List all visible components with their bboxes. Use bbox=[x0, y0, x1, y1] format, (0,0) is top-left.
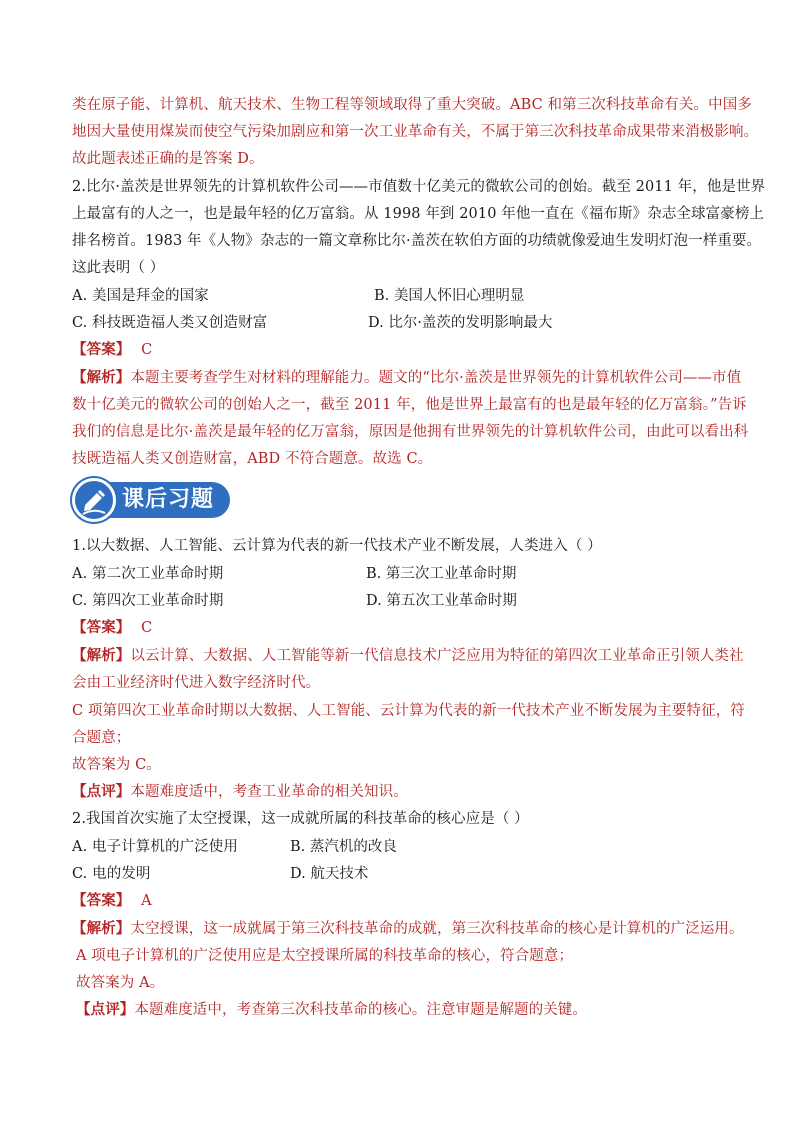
comment-line bbox=[76, 1001, 587, 1019]
pencil-icon bbox=[72, 478, 116, 522]
question-stem: 2.比尔·盖茨是世界领先的计算机软件公司——市值数十亿美元的微软公司的创始。截至 2011 年，他是世界 bbox=[72, 179, 766, 195]
analysis-line: A 项电子计算机的广泛使用应是太空授课所属的科技革命的核心，符合题意； bbox=[76, 948, 574, 964]
option-a: A. 电子计算机的广泛使用 bbox=[72, 839, 238, 855]
answer-value: C bbox=[141, 342, 153, 358]
answer-value: C bbox=[141, 620, 153, 636]
section-title: 课后习题 bbox=[122, 487, 215, 512]
analysis-tag: 【解析】 bbox=[72, 369, 131, 386]
analysis-tag: 【解析】 bbox=[72, 647, 131, 664]
analysis-line bbox=[72, 369, 741, 387]
analysis-line: 技既造福人类又创造财富，ABD 不符合题意。故选 C。 bbox=[72, 451, 433, 467]
text-line: 地因大量使用煤炭而使空气污染加剧应和第一次工业革命有关，不属于第三次科技革命成果带来消极影响。 bbox=[72, 124, 759, 140]
question-stem: 1.以大数据、人工智能、云计算为代表的新一代技术产业不断发展，人类进入（ ） bbox=[72, 538, 602, 554]
comment-tag: 【点评】 bbox=[76, 1001, 135, 1018]
answer-value: A bbox=[141, 893, 152, 909]
comment-tag: 【点评】 bbox=[72, 783, 131, 800]
option-c: C. 第四次工业革命时期 bbox=[72, 593, 224, 609]
analysis-text: 太空授课，这一成就属于第三次科技革命的成就，第三次科技革命的核心是计算机的广泛运用。 bbox=[130, 921, 744, 937]
analysis-text: 本题主要考查学生对材料的理解能力。题文的“比尔·盖茨是世界领先的计算机软件公司——市值 bbox=[130, 370, 742, 386]
option-d: D. 航天技术 bbox=[290, 866, 369, 882]
option-b: B. 蒸汽机的改良 bbox=[290, 839, 397, 855]
answer-line bbox=[72, 892, 152, 910]
answer-tag: 【答案】 bbox=[72, 892, 131, 909]
analysis-line: 故答案为 A。 bbox=[76, 975, 165, 991]
option-a: A. 美国是拜金的国家 bbox=[72, 288, 209, 304]
analysis-line: 故答案为 C。 bbox=[72, 757, 161, 773]
analysis-tag: 【解析】 bbox=[72, 920, 131, 937]
analysis-text: 以云计算、大数据、人工智能等新一代信息技术广泛应用为特征的第四次工业革命正引领人类社 bbox=[130, 648, 744, 664]
section-header bbox=[72, 478, 232, 522]
text-line: 故此题表述正确的是答案 D。 bbox=[72, 151, 264, 167]
answer-tag: 【答案】 bbox=[72, 619, 131, 636]
comment-text: 本题难度适中，考查工业革命的相关知识。 bbox=[130, 784, 408, 800]
option-c: C. 电的发明 bbox=[72, 866, 151, 882]
comment-text: 本题难度适中，考查第三次科技革命的核心。注意审题是解题的关键。 bbox=[134, 1002, 588, 1018]
question-stem: 排名榜首。1983 年《人物》杂志的一篇文章称比尔·盖茨在软伯方面的功绩就像爱迪生发明灯泡一样重要。 bbox=[72, 233, 762, 249]
option-d: D. 第五次工业革命时期 bbox=[366, 593, 517, 609]
analysis-line: C 项第四次工业革命时期以大数据、人工智能、云计算为代表的新一代技术产业不断发展为主要特征，符 bbox=[72, 703, 745, 719]
option-a: A. 第二次工业革命时期 bbox=[72, 566, 224, 582]
analysis-line bbox=[72, 920, 744, 938]
answer-line bbox=[72, 341, 152, 359]
analysis-line: 会由工业经济时代进入数字经济时代。 bbox=[72, 675, 321, 691]
comment-line bbox=[72, 783, 408, 801]
option-d: D. 比尔·盖茨的发明影响最大 bbox=[368, 315, 553, 331]
option-b: B. 第三次工业革命时期 bbox=[366, 566, 517, 582]
question-stem: 上最富有的人之一，也是最年轻的亿万富翁。从 1998 年到 2010 年他一直在《福布斯》杂志全球富豪榜上 bbox=[72, 206, 765, 222]
analysis-line: 我们的信息是比尔·盖茨是最年轻的亿万富翁，原因是他拥有世界领先的计算机软件公司，由此可以看出科 bbox=[72, 424, 749, 440]
option-b: B. 美国人怀旧心理明显 bbox=[374, 288, 525, 304]
option-c: C. 科技既造福人类又创造财富 bbox=[72, 315, 268, 331]
question-stem: 这此表明（ ） bbox=[72, 260, 165, 276]
analysis-line: 合题意； bbox=[72, 730, 131, 746]
analysis-line bbox=[72, 647, 744, 665]
answer-tag: 【答案】 bbox=[72, 341, 131, 358]
text-line: 类在原子能、计算机、航天技术、生物工程等领域取得了重大突破。ABC 和第三次科技革命有关。中国多 bbox=[72, 97, 752, 113]
question-stem: 2.我国首次实施了太空授课，这一成就所属的科技革命的核心应是（ ） bbox=[72, 811, 529, 827]
analysis-line: 数十亿美元的微软公司的创始人之一，截至 2011 年，他是世界上最富有的也是最年轻的亿万富翁。”告诉 bbox=[72, 397, 747, 413]
answer-line bbox=[72, 619, 152, 637]
